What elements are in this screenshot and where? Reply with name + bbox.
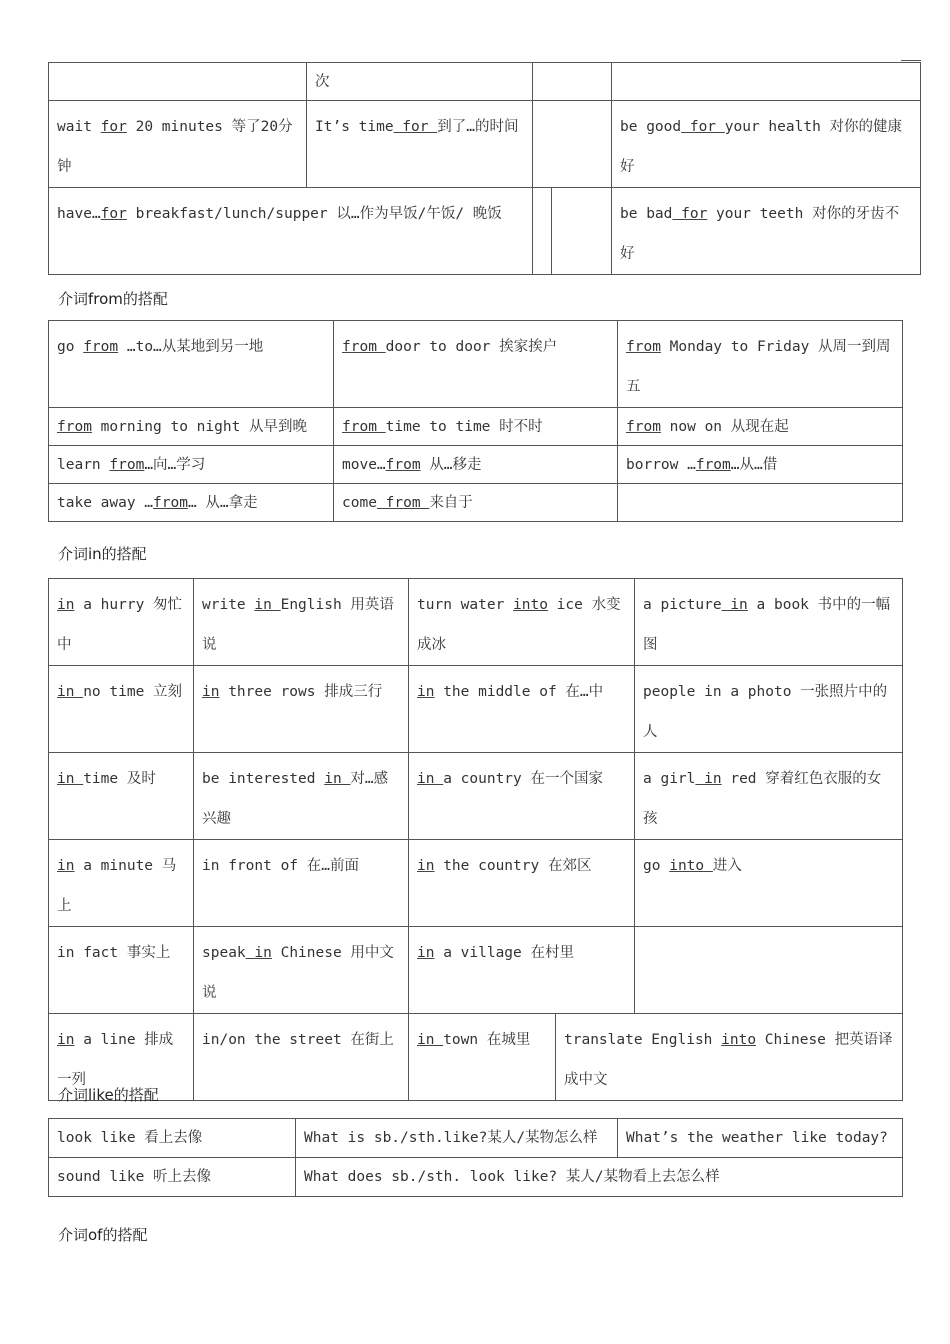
table-cell: from now on 从现在起 (618, 408, 903, 446)
table-cell: be good for your health 对你的健康好 (612, 101, 921, 188)
table-row (49, 484, 903, 522)
table-row (49, 63, 921, 101)
table-cell: go from …to…从某地到另一地 (49, 321, 334, 408)
table-cell (49, 63, 307, 101)
table-cell: in a village 在村里 (409, 927, 635, 1014)
table-cell: come from 来自于 (334, 484, 618, 522)
table-cell: write in English 用英语说 (194, 579, 409, 666)
table-row (49, 321, 903, 408)
table-edge-line (901, 60, 921, 61)
table-row (49, 840, 903, 927)
table-cell: wait for 20 minutes 等了20分钟 (49, 101, 307, 188)
table-row (49, 927, 903, 1014)
table-cell (612, 63, 921, 101)
table-cell: sound like 听上去像 (49, 1158, 296, 1197)
table-from (48, 320, 903, 522)
table-cell: in fact 事实上 (49, 927, 194, 1014)
table-cell: in time 及时 (49, 753, 194, 840)
table-cell (533, 188, 552, 275)
table-cell: 次 (307, 63, 533, 101)
table-cell: in a line 排成一列 (49, 1014, 194, 1101)
table-row (49, 408, 903, 446)
table-cell: be bad for your teeth 对你的牙齿不好 (612, 188, 921, 275)
table-cell (552, 188, 612, 275)
table-cell: in the country 在郊区 (409, 840, 635, 927)
table-for (48, 62, 921, 275)
table-cell: from Monday to Friday 从周一到周五 (618, 321, 903, 408)
table-cell: in the middle of 在…中 (409, 666, 635, 753)
table-in (48, 578, 903, 1101)
table-cell: in a country 在一个国家 (409, 753, 635, 840)
table-cell: a picture in a book 书中的一幅图 (635, 579, 903, 666)
table-row (49, 1014, 903, 1101)
table-cell: in no time 立刻 (49, 666, 194, 753)
table-row (49, 579, 903, 666)
table-cell: from time to time 时不时 (334, 408, 618, 446)
table-cell: in/on the street 在街上 (194, 1014, 409, 1101)
table-cell (618, 484, 903, 522)
table-cell: from door to door 挨家挨户 (334, 321, 618, 408)
table-cell: turn water into ice 水变成冰 (409, 579, 635, 666)
table-row (49, 1158, 903, 1197)
table-cell: go into 进入 (635, 840, 903, 927)
table-cell: learn from…向…学习 (49, 446, 334, 484)
section-heading-from: 介词from的搭配 (58, 290, 168, 308)
section-heading-like: 介词like的搭配 (58, 1086, 159, 1104)
table-row (49, 101, 921, 188)
table-cell: in front of 在…前面 (194, 840, 409, 927)
table-cell: in a hurry 匆忙中 (49, 579, 194, 666)
table-cell: move…from 从…移走 (334, 446, 618, 484)
table-cell (635, 927, 903, 1014)
table-cell: speak in Chinese 用中文说 (194, 927, 409, 1014)
table-cell: translate English into Chinese 把英语译成中文 (556, 1014, 903, 1101)
table-cell (533, 63, 612, 101)
table-row (49, 1119, 903, 1158)
table-row (49, 188, 921, 275)
table-cell: What does sb./sth. look like? 某人/某物看上去怎么样 (296, 1158, 903, 1197)
table-cell: What’s the weather like today? (618, 1119, 903, 1158)
section-heading-in: 介词in的搭配 (58, 545, 147, 563)
table-cell: in town 在城里 (409, 1014, 556, 1101)
table-cell: in a minute 马上 (49, 840, 194, 927)
table-cell: take away …from… 从…拿走 (49, 484, 334, 522)
table-row (49, 666, 903, 753)
section-heading-of: 介词of的搭配 (58, 1226, 148, 1244)
table-cell: a girl in red 穿着红色衣服的女孩 (635, 753, 903, 840)
table-cell: look like 看上去像 (49, 1119, 296, 1158)
table-like (48, 1118, 903, 1197)
table-row (49, 753, 903, 840)
table-cell: in three rows 排成三行 (194, 666, 409, 753)
table-cell: people in a photo 一张照片中的人 (635, 666, 903, 753)
table-cell (533, 101, 612, 188)
table-cell: It’s time for 到了…的时间 (307, 101, 533, 188)
table-cell: have…for breakfast/lunch/supper 以…作为早饭/午饭/ 晚饭 (49, 188, 533, 275)
table-cell: borrow …from…从…借 (618, 446, 903, 484)
table-cell: be interested in 对…感兴趣 (194, 753, 409, 840)
table-row (49, 446, 903, 484)
table-cell: What is sb./sth.like?某人/某物怎么样 (296, 1119, 618, 1158)
table-cell: from morning to night 从早到晚 (49, 408, 334, 446)
